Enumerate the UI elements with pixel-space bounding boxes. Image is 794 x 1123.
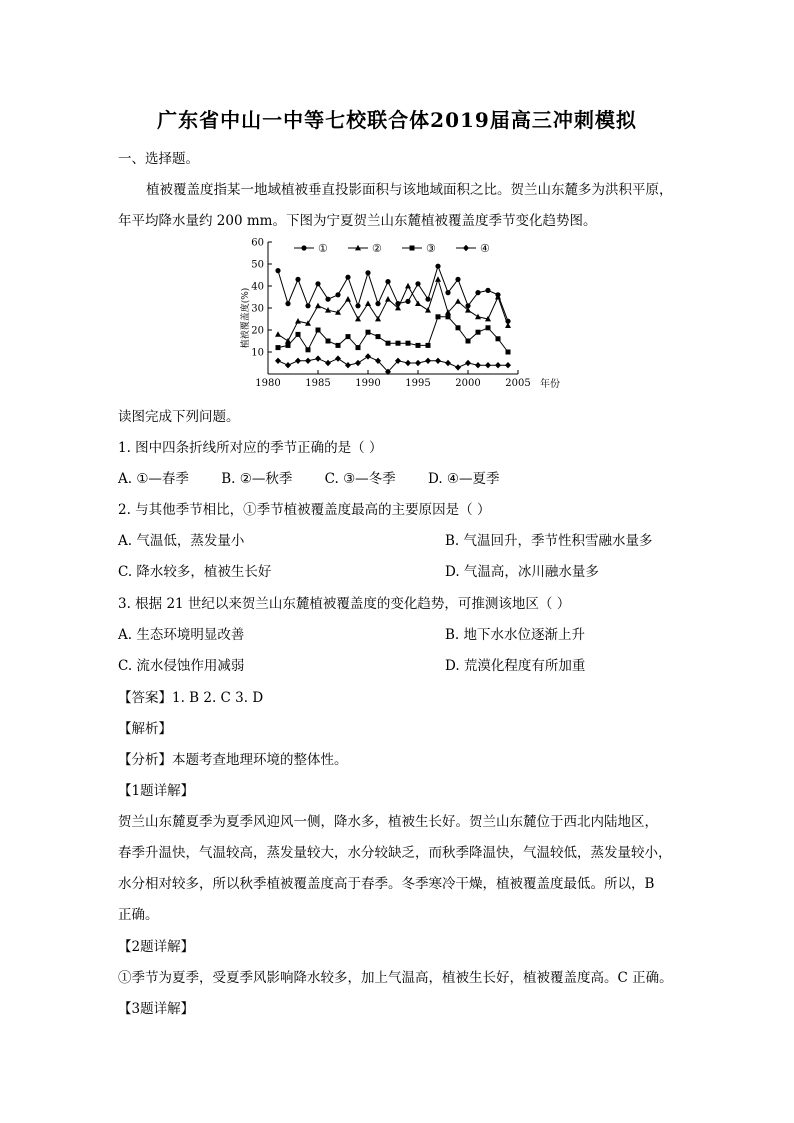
series-3-point (476, 330, 481, 335)
legend-marker-4 (463, 245, 469, 251)
series-3-point (396, 341, 401, 346)
series-4-point (345, 362, 351, 368)
y-tick-label: 30 (251, 303, 264, 315)
series-4-point (305, 358, 311, 364)
intro-paragraph-line-1: 植被覆盖度指某一地域植被垂直投影面积与该地域面积之比。贺兰山东麓多为洪积平原， (146, 182, 673, 198)
series-3-point (286, 343, 291, 348)
q1-option-d[interactable]: D. ④—夏季 (427, 471, 500, 487)
series-1-point (365, 270, 370, 275)
series-1-point (305, 303, 310, 308)
series-1-point (455, 277, 460, 282)
series-1-point (445, 290, 450, 295)
series-1-point (485, 288, 490, 293)
series-3-point (416, 343, 421, 348)
series-1-point (345, 275, 350, 280)
series-1-point (415, 281, 420, 286)
series-1-point (315, 281, 320, 286)
legend-label-4: ④ (480, 242, 490, 255)
question-2-stem: 2. 与其他季节相比，①季节植被覆盖度最高的主要原因是（ ） (118, 502, 491, 518)
q1-option-a[interactable]: A. ①—春季 (118, 471, 189, 487)
q3-option-b[interactable]: B. 地下水水位逐渐上升 (445, 627, 586, 643)
series-2-point (385, 296, 391, 302)
series-4-point (325, 360, 331, 366)
document-title: 广东省中山一中等七校联合体2019届高三冲刺模拟 (157, 108, 637, 132)
series-4-point (275, 358, 281, 364)
series-1-point (295, 277, 300, 282)
question-1-options (118, 467, 500, 487)
y-tick-label: 40 (251, 281, 264, 293)
series-2-point (315, 303, 321, 309)
q3-option-a[interactable]: A. 生态环境明显改善 (118, 627, 245, 643)
x-tick-label: 1995 (405, 378, 431, 389)
series-4-point (445, 360, 451, 366)
detail-1-line-2: 春季升温快，气温较高，蒸发量较大，水分较缺乏，而秋季降温快，气温较低，蒸发量较小， (118, 845, 672, 861)
detail-1-line-3: 水分相对较多，所以秋季植被覆盖度高于春季。冬季寒冷干燥，植被覆盖度最低。所以，B (118, 876, 655, 892)
series-line-4 (278, 356, 508, 371)
q2-option-d[interactable]: D. 气温高，冰川融水量多 (445, 564, 599, 580)
detail-1-line-1: 贺兰山东麓夏季为夏季风迎风一侧，降水多，植被生长好。贺兰山东麓位于西北内陆地区， (118, 814, 658, 830)
series-3-point (446, 314, 451, 319)
series-2-point (295, 318, 301, 324)
q2-option-b[interactable]: B. 气温回升，季节性积雪融水量多 (445, 533, 653, 549)
series-1-point (355, 303, 360, 308)
series-3-point (496, 336, 501, 341)
series-1-point (435, 264, 440, 269)
series-line-1 (278, 266, 508, 321)
answer-line: 【答案】1. B 2. C 3. D (118, 690, 264, 706)
series-4-point (335, 355, 341, 361)
q2-option-a[interactable]: A. 气温低，蒸发量小 (118, 533, 245, 549)
y-tick-label: 50 (251, 259, 264, 271)
series-2-point (505, 322, 511, 328)
series-4-point (355, 360, 361, 366)
x-tick-label: 1985 (305, 378, 331, 389)
x-tick-label: 2005 (505, 378, 531, 389)
series-line-3 (278, 317, 508, 352)
q1-option-c[interactable]: C. ③—冬季 (324, 471, 396, 487)
series-1-point (275, 268, 280, 273)
question-1-stem: 1. 图中四条折线所对应的季节正确的是（ ） (118, 440, 383, 456)
series-1-point (475, 290, 480, 295)
series-4-point (415, 360, 421, 366)
series-4-point (475, 362, 481, 368)
series-2-point (285, 338, 291, 344)
series-1-point (335, 292, 340, 297)
chart-series-lines (278, 266, 508, 372)
series-3-point (386, 341, 391, 346)
section-heading: 一、选择题。 (118, 151, 199, 167)
series-3-point (456, 325, 461, 330)
q3-option-c[interactable]: C. 流水侵蚀作用减弱 (118, 658, 245, 674)
series-4-point (495, 362, 501, 368)
series-4-point (425, 358, 431, 364)
series-1-point (385, 279, 390, 284)
series-2-point (435, 276, 441, 282)
y-tick-label: 10 (251, 347, 264, 359)
x-tick-label: 1990 (355, 378, 381, 389)
intro-paragraph-line-2: 年平均降水量约 200 mm。下图为宁夏贺兰山东麓植被覆盖度季节变化趋势图。 (118, 213, 597, 229)
series-line-2 (278, 279, 508, 341)
series-4-point (485, 362, 491, 368)
series-4-point (315, 355, 321, 361)
legend-label-2: ② (372, 242, 382, 255)
y-axis-label: 植被覆盖度(%) (241, 287, 251, 349)
series-3-point (356, 345, 361, 350)
series-3-point (436, 314, 441, 319)
series-3-point (466, 339, 471, 344)
vegetation-coverage-chart (236, 234, 566, 392)
series-2-point (275, 331, 281, 337)
chart-axes (268, 242, 518, 374)
series-2-point (415, 300, 421, 306)
series-2-point (455, 298, 461, 304)
series-1-point (325, 297, 330, 302)
question-3-stem: 3. 根据 21 世纪以来贺兰山东麓植被覆盖度的变化趋势，可推测该地区（ ） (118, 596, 571, 612)
legend-label-1: ① (318, 242, 328, 255)
series-4-point (465, 360, 471, 366)
y-tick-label: 60 (251, 237, 264, 249)
series-3-point (316, 328, 321, 333)
analysis-heading: 【解析】 (118, 721, 172, 737)
x-tick-label: 1980 (255, 378, 281, 389)
detail-1-heading: 【1题详解】 (118, 783, 195, 799)
series-2-point (345, 296, 351, 302)
read-prompt: 读图完成下列问题。 (118, 409, 240, 425)
series-3-point (306, 347, 311, 352)
series-1-point (375, 301, 380, 306)
detail-1-line-4: 正确。 (118, 907, 159, 923)
series-3-point (486, 325, 491, 330)
series-4-point (405, 360, 411, 366)
series-2-point (475, 314, 481, 320)
series-4-point (285, 362, 291, 368)
legend-marker-3 (410, 246, 415, 251)
q2-option-c[interactable]: C. 降水较多，植被生长好 (118, 564, 272, 580)
legend-label-3: ③ (426, 242, 436, 255)
series-3-point (326, 339, 331, 344)
q3-option-d[interactable]: D. 荒漠化程度有所加重 (445, 658, 586, 674)
series-1-point (405, 299, 410, 304)
detail-2-heading: 【2题详解】 (118, 939, 195, 955)
x-axis-label: 年份 (540, 379, 560, 390)
series-4-point (505, 362, 511, 368)
series-4-point (455, 364, 461, 370)
detail-3-heading: 【3题详解】 (118, 1001, 195, 1017)
y-tick-label: 20 (251, 325, 264, 337)
series-3-point (296, 332, 301, 337)
series-3-point (276, 345, 281, 350)
series-3-point (366, 330, 371, 335)
series-2-point (425, 307, 431, 313)
x-tick-label: 2000 (455, 378, 481, 389)
series-2-point (405, 283, 411, 289)
series-2-point (365, 300, 371, 306)
series-3-point (376, 334, 381, 339)
analysis-point: 【分析】本题考查地理环境的整体性。 (118, 752, 348, 768)
series-3-point (506, 350, 511, 355)
series-4-point (295, 358, 301, 364)
series-4-point (365, 353, 371, 359)
detail-2-line-1: ①季节为夏季，受夏季风影响降水较多，加上气温高，植被生长好，植被覆盖度高。C 正确。 (118, 970, 673, 986)
chart-legend (294, 242, 490, 255)
series-1-point (285, 301, 290, 306)
series-3-point (336, 343, 341, 348)
series-4-point (435, 358, 441, 364)
series-3-point (426, 343, 431, 348)
legend-marker-1 (301, 245, 306, 250)
series-1-point (425, 297, 430, 302)
q1-option-b[interactable]: B. ②—秋季 (221, 471, 293, 487)
series-3-point (346, 334, 351, 339)
series-3-point (406, 341, 411, 346)
